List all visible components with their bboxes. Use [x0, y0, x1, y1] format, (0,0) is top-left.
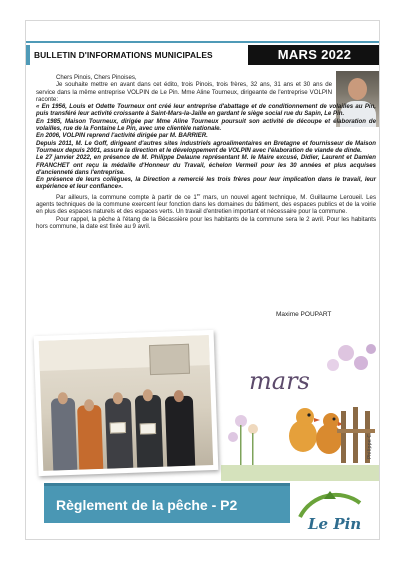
history-2011: Depuis 2011, M. Le Goff, dirigeant d'autres sites industriels agroalimentaires en Bretagne et fournisseur de Maison Tourneux depuis 2001, assure la direction et le développement de VOLPIN avec l'élaboration de viande de dinde.: [36, 139, 376, 154]
spring-illustration: [221, 341, 380, 481]
history-1985: En 1985, Maison Tourneux, dirigée par Mme Aline Tourneux poursuit son activité de découpe et élaboration de volailles, rue de la Fontaine Le Pin, avec une clientèle nationale.: [36, 117, 376, 133]
agent-sup: er: [196, 191, 201, 197]
logo-text: Le Pin: [308, 515, 362, 533]
bulletin-title: BULLETIN D'INFORMATIONS MUNICIPALES: [34, 50, 213, 60]
new-agent-paragraph: [36, 191, 376, 216]
mars-script: mars: [249, 367, 310, 395]
editorial-text: [36, 74, 376, 230]
intro-paragraph: Je souhaite mettre en avant dans cet édito, trois Pinois, trois frères, 32 ans, 31 ans et 30 ans de service dans la même entreprise VOLPIN de Le Pin. Mme Aline Tourneux, dirigeante de l'entreprise VOLPIN raconte:: [36, 81, 332, 103]
person-2: [77, 405, 103, 470]
issue-date-box: [248, 45, 380, 65]
award-photo: [34, 330, 219, 476]
fishing-rules-title: Règlement de la pêche - P2: [56, 497, 238, 513]
bulletin-title-box: [26, 45, 248, 65]
fishing-rules-banner[interactable]: [44, 483, 290, 523]
greeting: Chers Pinois, Chers Pinoises,: [56, 74, 137, 81]
history-2006: En 2006, VOLPIN reprend l'activité dirigée par M. BARRIER.: [36, 132, 208, 140]
person-1: [51, 398, 77, 471]
grass: [221, 465, 380, 481]
issue-date: MARS 2022: [277, 47, 352, 62]
flowers-left: [228, 415, 258, 465]
person-5: [165, 396, 195, 467]
flower-cluster-top: [327, 344, 376, 371]
header-rule: [26, 41, 380, 43]
agent-prefix: Par ailleurs, la commune compte à partir de ce 1: [56, 193, 197, 201]
portrait-face: [348, 78, 367, 100]
birds: [289, 408, 344, 454]
history-1956: « En 1956, Louis et Odette Tourneux ont créé leur entreprise d'abattage et de conditionnement de volailles au Pin, puis transféré leur activité croissante à Saint-Mars-la-Jaille en gardant le siège social rue du Sapin, Le Pin.: [36, 103, 376, 118]
history-2022: Le 27 janvier 2022, en présence de M. Philippe Delaune représentant M. le Maire excusé, Didier, Laurent et Damien FRANCHET ont reçu la médaille d'Honneur du Travail, échelon Vermeil pour les 30 années et plus acquises d'ancienneté dans l'entreprise.: [36, 154, 376, 176]
artist-signature: Philippe C.: [367, 432, 373, 459]
fishing-paragraph: Pour rappel, la pêche à l'étang de la Bécassière pour les habitants de la commune sera le 2 avril. Pour les habitants hors commune, la date est fixée au 9 avril.: [36, 215, 376, 230]
diploma-2: [140, 423, 156, 435]
diploma-1: [110, 422, 126, 434]
award-photo-scene: [39, 335, 213, 471]
signature: Maxime POUPART: [276, 311, 332, 318]
photo-frame-on-wall: [149, 344, 190, 375]
bulletin-page: [25, 20, 380, 540]
agent-suffix: mars, un nouvel agent technique, M. Guillaume Leroueil. Les agents techniques de la commune exercent leur fonction dans les domaines du bâtiment, des espaces publics et de la voirie en plus des espaces naturels et des espaces verts. Un travail d'entretien important et nécessaire pour la commune.: [36, 193, 376, 216]
le-pin-logo: [294, 483, 366, 535]
history-thanks: En présence de leurs collègues, la Direction a remercié les trois frères pour leur implication dans le travail, leur expérience et leur confiance».: [36, 176, 376, 191]
